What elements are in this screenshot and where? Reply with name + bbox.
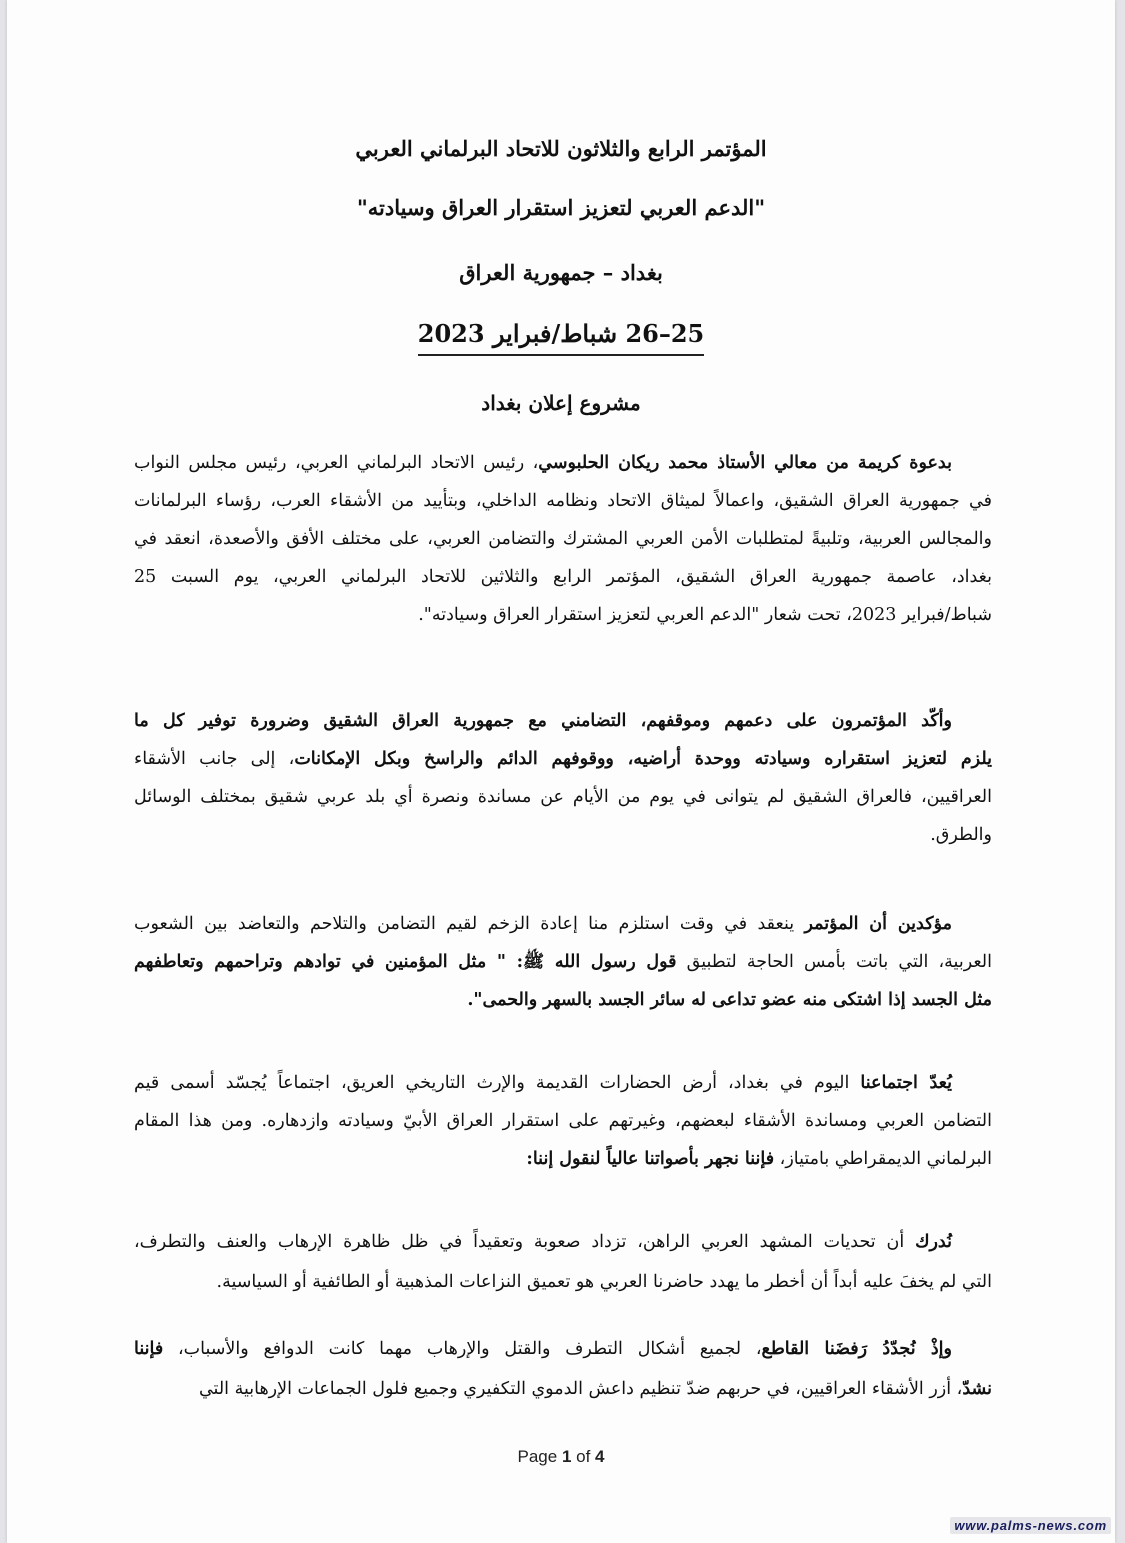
page-of-label: of	[571, 1447, 596, 1466]
page-number	[7, 1447, 1115, 1467]
bold-text: بدعوة كريمة من معالي الأستاذ محمد ريكان الحلبوسي	[538, 453, 952, 473]
text-run: في جمهورية العراق الشقيق، واعمالاً لميثاق الاتحاد ونظامه الداخلي، وبتأييد من الأشقاء العرب، رؤساء البرلمانات	[134, 491, 992, 511]
bold-text: نُدرك	[915, 1232, 952, 1252]
conference-heading: المؤتمر الرابع والثلاثون للاتحاد البرلماني العربي	[355, 136, 767, 161]
paragraph-meeting	[134, 1064, 992, 1178]
paragraph-invitation	[134, 444, 992, 634]
text-line	[134, 1064, 992, 1102]
bold-text: مثل الجسد إذا اشتكى منه عضو تداعى له سائر الجسد بالسهر والحمى".	[467, 990, 992, 1010]
text-run: التضامن العربي ومساندة الأشقاء لبعضهم، وغيرتهم على استقرار العراق الأبيّ وسيادته وازدهاره. ومن هذا المقام	[134, 1111, 992, 1131]
page-label: Page	[517, 1447, 562, 1466]
paragraph-rejection	[134, 1329, 992, 1409]
text-run: التي لم يخفَ عليه أبداً أن أخطر ما يهدد حاضرنا العربي هو تعميق النزاعات المذهبية أو الطائفية أو السياسية.	[216, 1272, 992, 1292]
text-line	[134, 740, 992, 778]
text-run: البرلماني الديمقراطي بامتياز،	[774, 1149, 992, 1169]
text-line	[134, 444, 992, 482]
bold-text: وأكّد المؤتمرون على دعمهم وموقفهم، التضامني مع جمهورية العراق الشقيق وضرورة توفير كل ما	[134, 711, 952, 731]
text-run: ، إلى جانب الأشقاء	[134, 749, 295, 769]
text-run: أن تحديات المشهد العربي الراهن، تزداد صعوبة وتعقيداً في ظل ظاهرة الإرهاب والعنف والتطرف،	[134, 1232, 916, 1252]
text-line	[134, 981, 992, 1019]
bold-text: وإذْ نُجدّدُ رَفضَنا القاطع	[761, 1339, 952, 1359]
text-line	[134, 558, 992, 596]
bold-text: يلزم لتعزيز استقراره وسيادته ووحدة أراضيه، ووقوفهم الدائم والراسخ وبكل الإمكانات	[294, 749, 992, 769]
paragraph-solidarity	[134, 905, 992, 1019]
text-run: ، أزر الأشقاء العراقيين، في حربهم ضدّ تنظيم داعش الدموي التكفيري وجميع فلول الجماعات الإرهابية التي	[198, 1379, 963, 1399]
bold-text: فإننا	[134, 1339, 164, 1359]
text-line	[134, 1262, 992, 1302]
page-current: 1	[561, 1447, 572, 1466]
paragraph-challenges	[134, 1222, 992, 1302]
theme-heading: "الدعم العربي لتعزيز استقرار العراق وسيادته"	[356, 195, 766, 220]
page-total: 4	[595, 1447, 605, 1466]
text-line	[134, 702, 992, 740]
text-line	[134, 520, 992, 558]
text-run: ، لجميع أشكال التطرف والقتل والإرهاب مهما كانت الدوافع والأسباب،	[163, 1339, 762, 1359]
text-line	[134, 1369, 992, 1409]
bold-text: يُعدّ اجتماعنا	[860, 1073, 952, 1093]
text-line	[134, 816, 992, 854]
text-line	[134, 943, 992, 981]
paragraph-support	[134, 702, 992, 854]
text-run: والطرق.	[930, 825, 992, 845]
text-run: شباط/فبراير 2023، تحت شعار "الدعم العربي لتعزيز استقرار العراق وسيادته".	[418, 605, 992, 625]
source-watermark: www.palms-news.com	[950, 1517, 1111, 1534]
document-page	[7, 0, 1115, 1543]
text-line	[134, 1329, 992, 1369]
location-heading: بغداد – جمهورية العراق	[459, 260, 663, 285]
document-title: مشروع إعلان بغداد	[481, 391, 641, 415]
text-run: اليوم في بغداد، أرض الحضارات القديمة والإرث التاريخي العريق، اجتماعاً يُجسّد أسمى قيم	[134, 1073, 861, 1093]
text-run: ، رئيس الاتحاد البرلماني العربي، رئيس مجلس النواب	[134, 453, 539, 473]
text-run: والمجالس العربية، وتلبيةً لمتطلبات الأمن العربي المشترك والتضامن العربي، على مختلف الأفق والأصعدة، انعقد في	[134, 529, 992, 549]
bold-text: فإننا نجهر بأصواتنا عالياً لنقول إننا:	[526, 1149, 775, 1169]
text-run: ينعقد في وقت استلزم منا إعادة الزخم لقيم التضامن والتلاحم والتعاضد بين الشعوب	[134, 914, 805, 934]
text-line	[134, 778, 992, 816]
text-line	[134, 1222, 992, 1262]
dates-heading	[7, 319, 1115, 356]
text-run: العراقيين، فالعراق الشقيق لم يتوانى في يوم من الأيام عن مساندة ونصرة أي بلد عربي شقيق بمختلف الوسائل	[134, 787, 992, 807]
dates-text: 25–26 شباط/فبراير 2023	[418, 322, 705, 356]
bold-text: نشدّ	[962, 1379, 992, 1399]
text-line	[134, 905, 992, 943]
bold-text: مؤكدين أن المؤتمر	[804, 914, 952, 934]
text-line	[134, 1102, 992, 1140]
text-run: العربية، التي باتت بأمس الحاجة لتطبيق	[676, 952, 993, 972]
text-line	[134, 596, 992, 634]
bold-text: قول رسول الله ﷺ: " مثل المؤمنين في توادهم وتراحمهم وتعاطفهم	[134, 952, 677, 972]
text-run: بغداد، عاصمة جمهورية العراق الشقيق، المؤتمر الرابع والثلاثين للاتحاد البرلماني العربي، يوم السبت 25	[134, 567, 992, 587]
text-line	[134, 482, 992, 520]
text-line	[134, 1140, 992, 1178]
